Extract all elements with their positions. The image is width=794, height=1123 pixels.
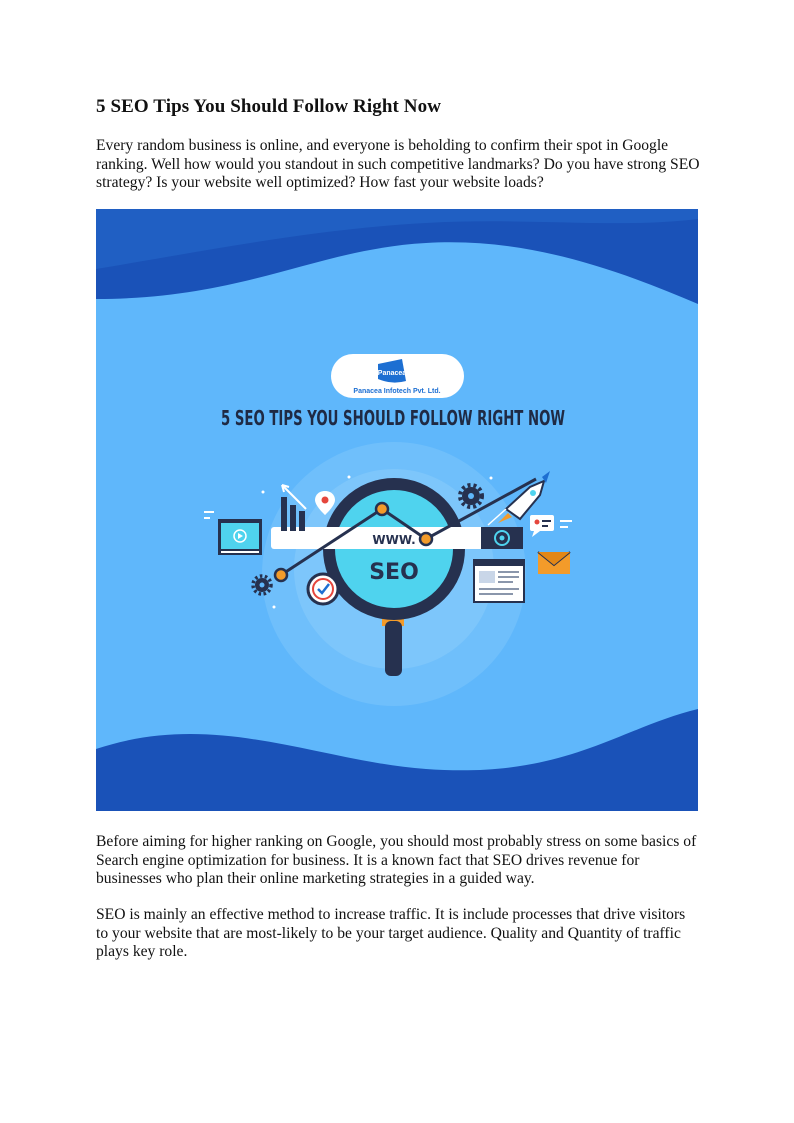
glass-handle	[385, 621, 402, 676]
page-title: 5 SEO Tips You Should Follow Right Now	[96, 96, 442, 117]
clock-icon	[308, 574, 338, 604]
hero-headline: 5 SEO TIPS YOU SHOULD FOLLOW RIGHT NOW	[221, 406, 565, 430]
gear-icon	[460, 485, 482, 507]
envelope-icon	[538, 552, 570, 574]
webpage-icon	[474, 560, 524, 602]
logo-company: Panacea Infotech Pvt. Ltd.	[353, 388, 441, 395]
body-paragraph: SEO is mainly an effective method to increase traffic. It is include processes that drive visitors to your website that are most-likely to be your target audience. Quality and Quantity of traffic plays key role.	[96, 906, 686, 961]
seo-infographic	[96, 209, 698, 811]
search-text: WWW.	[372, 533, 416, 547]
lens-text: SEO	[369, 560, 419, 585]
hero-illustration	[96, 209, 698, 811]
body-paragraph: Before aiming for higher ranking on Google, you should most probably stress on some basics of Search engine optimization for business. It is a known fact that SEO drives revenue for businesses who plan their online marketing strategies in a guided way.	[96, 833, 697, 888]
intro-paragraph: Every random business is online, and everyone is beholding to confirm their spot in Google ranking. Well how would you standout in such competitive landmarks? Do you have strong SEO strategy? Is your website well optimized? How fast your website loads?	[96, 137, 700, 192]
logo-word: Panacea	[377, 370, 407, 377]
video-player-icon	[218, 519, 262, 555]
